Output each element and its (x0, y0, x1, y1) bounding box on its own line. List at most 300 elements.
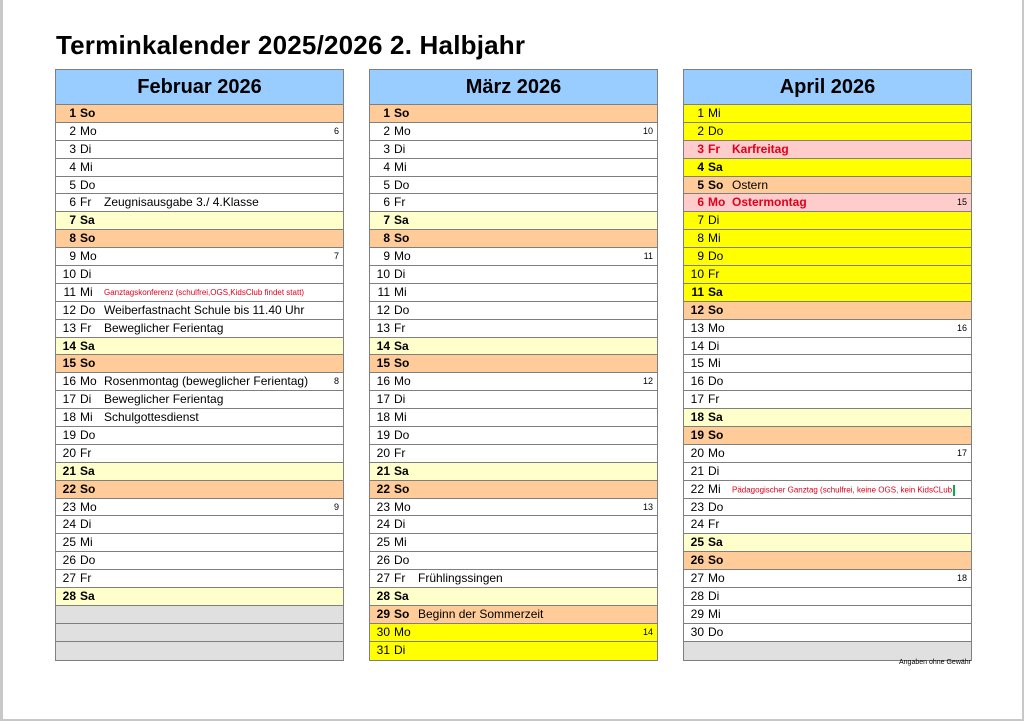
event-text (104, 392, 223, 406)
day-number: 25 (376, 535, 390, 550)
day-row (684, 284, 971, 302)
day-row (684, 123, 971, 141)
day-number: 10 (690, 267, 704, 282)
weekday-name: Do (394, 428, 410, 443)
weekday-name: Mo (708, 571, 725, 586)
weekday-name: Di (80, 141, 92, 156)
weekday-name: Sa (708, 535, 723, 550)
day-row (370, 194, 657, 212)
weekday-name: Di (394, 267, 406, 282)
weekday-name: Sa (708, 284, 723, 299)
day-row (56, 355, 343, 373)
day-row (370, 391, 657, 409)
weekday-name: So (394, 106, 410, 120)
day-number: 19 (690, 428, 704, 443)
day-number: 9 (697, 249, 704, 264)
event-label: Weiberfastnacht Schule bis 11.40 Uhr (104, 302, 305, 317)
day-row (56, 588, 343, 606)
day-number: 1 (69, 106, 76, 120)
day-number: 7 (69, 213, 76, 228)
day-row (56, 159, 343, 177)
day-number: 28 (376, 589, 390, 604)
event-text (104, 288, 304, 297)
day-row (56, 266, 343, 284)
day-row (684, 105, 971, 123)
day-list (56, 105, 343, 660)
day-row (684, 516, 971, 534)
day-row (370, 284, 657, 302)
day-number: 6 (697, 195, 704, 210)
weekday-name: So (80, 231, 96, 246)
weekday-name: Mi (708, 231, 721, 246)
event-text (104, 410, 199, 424)
day-row (684, 570, 971, 588)
day-number: 7 (697, 213, 704, 228)
day-row (370, 624, 657, 642)
weekday-name: Di (80, 517, 92, 532)
day-number: 22 (376, 481, 390, 496)
day-number: 2 (383, 123, 390, 138)
day-number: 4 (697, 159, 704, 174)
day-list (370, 105, 657, 660)
day-row (370, 159, 657, 177)
weekday-name: So (394, 356, 410, 371)
day-row (370, 552, 657, 570)
day-number: 29 (376, 606, 390, 621)
day-number: 23 (690, 499, 704, 514)
weekday-name: Mo (80, 374, 97, 389)
day-row (684, 499, 971, 517)
day-number: 12 (62, 302, 76, 317)
weekday-name: So (708, 302, 724, 317)
weekday-name: Mo (394, 123, 411, 138)
day-row (56, 302, 343, 320)
weekday-name: Di (80, 267, 92, 282)
weekday-name: Do (394, 302, 410, 317)
day-row (56, 570, 343, 588)
day-row (370, 463, 657, 481)
weekday-name: Fr (394, 320, 406, 335)
day-row (56, 284, 343, 302)
day-number: 3 (383, 141, 390, 156)
weekday-name: Mi (394, 535, 407, 550)
day-number: 16 (62, 374, 76, 389)
event-text (732, 485, 955, 496)
day-row (370, 248, 657, 266)
day-number: 26 (62, 553, 76, 568)
weekday-name: Mi (708, 106, 721, 120)
day-row (684, 606, 971, 624)
day-row (684, 338, 971, 356)
day-row (684, 445, 971, 463)
day-number: 14 (62, 338, 76, 353)
day-row (56, 516, 343, 534)
event-label: Beweglicher Ferientag (104, 320, 224, 335)
day-number: 24 (690, 517, 704, 532)
weekday-name: Do (708, 374, 724, 389)
weekday-name: Mi (394, 284, 407, 299)
day-number: 31 (376, 642, 390, 657)
event-label: Pädagogischer Ganztag (schulfrei, keine OGS, kein KidsCLub (732, 485, 953, 495)
month-april (683, 69, 972, 661)
day-number: 17 (690, 392, 704, 407)
day-number: 15 (690, 356, 704, 371)
day-row (370, 266, 657, 284)
day-row (370, 320, 657, 338)
day-row (370, 373, 657, 391)
calendar-week-number: 6 (333, 125, 339, 136)
event-text (104, 374, 308, 388)
calendar-week-number: 7 (333, 251, 339, 262)
weekday-name: Sa (80, 463, 95, 478)
weekday-name: Do (80, 428, 96, 443)
weekday-name: So (708, 553, 724, 568)
day-row (56, 552, 343, 570)
event-label: Zeugnisausgabe 3./ 4.Klasse (104, 195, 259, 210)
day-number: 14 (690, 338, 704, 353)
calendar-week-number: 8 (333, 376, 339, 387)
day-row (684, 230, 971, 248)
weekday-name: Fr (80, 320, 92, 335)
day-number: 21 (62, 463, 76, 478)
weekday-name: Fr (394, 445, 406, 460)
weekday-name: So (394, 606, 410, 621)
day-row (370, 409, 657, 427)
event-label: Ganztagskonferenz (schulfrei,OGS,KidsClub findet statt) (104, 287, 305, 297)
day-number: 11 (691, 284, 704, 299)
day-row (684, 159, 971, 177)
day-row (370, 212, 657, 230)
day-row (684, 248, 971, 266)
event-text (104, 321, 223, 335)
weekday-name: Do (708, 249, 724, 264)
event-label: Beginn der Sommerzeit (418, 606, 544, 621)
day-number: 22 (690, 481, 704, 496)
day-number: 20 (62, 445, 76, 460)
event-text (418, 607, 543, 621)
day-row (684, 373, 971, 391)
day-number: 16 (690, 374, 704, 389)
day-number: 13 (690, 320, 704, 335)
day-row (56, 248, 343, 266)
day-number: 18 (62, 410, 76, 425)
day-number: 5 (69, 177, 76, 192)
day-list (684, 105, 971, 660)
weekday-name: Mo (394, 374, 411, 389)
calendar-week-number: 15 (956, 197, 967, 208)
day-row (684, 302, 971, 320)
day-row (56, 463, 343, 481)
day-row (370, 642, 657, 660)
weekday-name: Do (708, 624, 724, 639)
day-number: 25 (690, 535, 704, 550)
weekday-name: Di (708, 589, 720, 604)
empty-row (684, 642, 971, 660)
event-label: Beweglicher Ferientag (104, 392, 224, 407)
weekday-name: Fr (80, 445, 92, 460)
day-number: 15 (376, 356, 390, 371)
day-number: 16 (376, 374, 390, 389)
event-label: Frühlingssingen (418, 571, 503, 586)
day-row (370, 481, 657, 499)
day-row (56, 212, 343, 230)
day-row (370, 302, 657, 320)
day-number: 28 (690, 589, 704, 604)
day-row (684, 177, 971, 195)
day-number: 24 (62, 517, 76, 532)
day-row (56, 391, 343, 409)
weekday-name: Mo (708, 320, 725, 335)
weekday-name: Fr (708, 267, 720, 282)
month-maerz (369, 69, 658, 661)
weekday-name: Do (394, 177, 410, 192)
event-label: Karfreitag (732, 141, 789, 156)
day-row (684, 588, 971, 606)
day-number: 27 (62, 571, 76, 586)
day-row (56, 499, 343, 517)
day-row (684, 212, 971, 230)
day-row (56, 141, 343, 159)
day-number: 17 (376, 392, 390, 407)
weekday-name: So (394, 481, 410, 496)
day-row (56, 534, 343, 552)
day-number: 4 (69, 159, 76, 174)
day-row (370, 105, 657, 123)
weekday-name: Di (394, 517, 406, 532)
weekday-name: Sa (394, 338, 409, 353)
weekday-name: Sa (80, 338, 95, 353)
weekday-name: Sa (394, 589, 409, 604)
weekday-name: Mi (80, 159, 93, 174)
day-number: 8 (69, 231, 76, 246)
month-header: Februar 2026 (56, 70, 343, 105)
weekday-name: Mo (394, 624, 411, 639)
day-number: 27 (690, 571, 704, 586)
day-number: 10 (376, 267, 390, 282)
month-header: April 2026 (684, 70, 971, 105)
weekday-name: So (80, 356, 96, 371)
weekday-name: Sa (708, 159, 723, 174)
day-row (684, 141, 971, 159)
day-number: 14 (376, 338, 390, 353)
day-row (56, 338, 343, 356)
event-text (104, 195, 259, 209)
day-number: 13 (62, 320, 76, 335)
day-number: 1 (383, 106, 390, 120)
day-row (370, 123, 657, 141)
day-number: 21 (376, 463, 390, 478)
weekday-name: Sa (80, 213, 95, 228)
calendar-week-number: 9 (333, 501, 339, 512)
day-number: 5 (383, 177, 390, 192)
weekday-name: Do (80, 553, 96, 568)
day-number: 8 (383, 231, 390, 246)
day-number: 12 (376, 302, 390, 317)
weekday-name: Di (708, 463, 720, 478)
event-text (732, 178, 768, 192)
weekday-name: Do (708, 499, 724, 514)
weekday-name: Mi (708, 606, 721, 621)
day-number: 3 (697, 141, 704, 156)
day-row (684, 391, 971, 409)
day-number: 28 (62, 589, 76, 604)
day-row (56, 481, 343, 499)
empty-row (56, 624, 343, 642)
weekday-name: Mi (708, 481, 721, 496)
day-number: 22 (62, 481, 76, 496)
event-label: Ostern (732, 177, 769, 192)
event-text (732, 142, 789, 156)
day-row (684, 552, 971, 570)
day-row (370, 427, 657, 445)
day-number: 13 (376, 320, 390, 335)
day-row (684, 355, 971, 373)
month-februar (55, 69, 344, 661)
day-number: 12 (690, 302, 704, 317)
weekday-name: Mo (708, 445, 725, 460)
weekday-name: Mo (80, 123, 97, 138)
day-number: 19 (62, 428, 76, 443)
day-number: 19 (376, 428, 390, 443)
event-text (104, 303, 304, 317)
day-number: 24 (376, 517, 390, 532)
day-row (684, 194, 971, 212)
day-number: 7 (383, 213, 390, 228)
event-label: Rosenmontag (beweglicher Ferientag) (104, 374, 309, 389)
event-text (418, 571, 503, 585)
weekday-name: Do (708, 123, 724, 138)
weekday-name: Mi (80, 284, 93, 299)
day-row (370, 499, 657, 517)
weekday-name: Mi (394, 159, 407, 174)
day-number: 20 (376, 445, 390, 460)
day-number: 1 (697, 106, 704, 120)
day-row (370, 606, 657, 624)
day-number: 26 (376, 553, 390, 568)
weekday-name: Mo (394, 499, 411, 514)
empty-row (56, 642, 343, 660)
day-row (370, 355, 657, 373)
day-number: 30 (376, 624, 390, 639)
day-row (684, 266, 971, 284)
day-row (370, 177, 657, 195)
day-number: 2 (69, 123, 76, 138)
calendar-week-number: 13 (642, 501, 653, 512)
day-row (56, 373, 343, 391)
day-number: 30 (690, 624, 704, 639)
weekday-name: Sa (394, 463, 409, 478)
day-number: 26 (690, 553, 704, 568)
event-label: Ostermontag (732, 195, 807, 210)
weekday-name: Mi (80, 535, 93, 550)
day-row (684, 534, 971, 552)
calendar-week-number: 18 (956, 573, 967, 584)
weekday-name: Do (80, 302, 96, 317)
weekday-name: Fr (708, 141, 720, 156)
weekday-name: Mo (708, 195, 726, 210)
day-row (370, 445, 657, 463)
day-row (370, 230, 657, 248)
day-row (370, 338, 657, 356)
day-row (56, 105, 343, 123)
month-header: März 2026 (370, 70, 657, 105)
day-number: 23 (376, 499, 390, 514)
weekday-name: Fr (80, 571, 92, 586)
day-row (370, 516, 657, 534)
day-number: 20 (690, 445, 704, 460)
weekday-name: Di (394, 141, 406, 156)
cell-marker (953, 485, 955, 496)
day-number: 6 (383, 195, 390, 210)
weekday-name: Di (394, 642, 406, 657)
day-number: 15 (62, 356, 76, 371)
day-number: 23 (62, 499, 76, 514)
weekday-name: So (80, 481, 96, 496)
day-number: 11 (63, 284, 76, 299)
day-row (684, 481, 971, 499)
weekday-name: So (80, 106, 96, 120)
day-number: 25 (62, 535, 76, 550)
weekday-name: Do (80, 177, 96, 192)
weekday-name: Fr (394, 195, 406, 210)
day-row (684, 463, 971, 481)
weekday-name: Fr (394, 571, 406, 586)
day-row (56, 445, 343, 463)
day-row (684, 320, 971, 338)
day-row (370, 588, 657, 606)
calendar-week-number: 10 (642, 125, 653, 136)
calendar-week-number: 12 (642, 376, 653, 387)
weekday-name: So (394, 231, 410, 246)
day-number: 5 (697, 177, 704, 192)
day-number: 3 (69, 141, 76, 156)
day-row (370, 570, 657, 588)
weekday-name: Mo (394, 249, 411, 264)
weekday-name: Di (708, 213, 720, 228)
day-number: 18 (690, 410, 704, 425)
day-number: 10 (62, 267, 76, 282)
day-number: 27 (376, 571, 390, 586)
weekday-name: So (708, 428, 724, 443)
day-number: 29 (690, 606, 704, 621)
day-number: 9 (383, 249, 390, 264)
day-number: 18 (376, 410, 390, 425)
day-number: 17 (62, 392, 76, 407)
day-row (684, 624, 971, 642)
weekday-name: Sa (708, 410, 723, 425)
weekday-name: So (708, 177, 724, 192)
footnote: Angaben ohne Gewähr (899, 659, 971, 666)
day-number: 4 (383, 159, 390, 174)
weekday-name: Sa (80, 589, 95, 604)
weekday-name: Fr (80, 195, 92, 210)
empty-row (56, 606, 343, 624)
day-number: 2 (697, 123, 704, 138)
day-row (56, 177, 343, 195)
calendar-week-number: 16 (956, 322, 967, 333)
day-row (684, 409, 971, 427)
day-row (56, 320, 343, 338)
day-number: 6 (69, 195, 76, 210)
weekday-name: Mo (80, 249, 97, 264)
day-row (370, 141, 657, 159)
day-number: 9 (69, 249, 76, 264)
weekday-name: Do (394, 553, 410, 568)
event-label: Schulgottesdienst (104, 410, 199, 425)
day-row (56, 123, 343, 141)
weekday-name: Mi (394, 410, 407, 425)
day-number: 21 (690, 463, 704, 478)
